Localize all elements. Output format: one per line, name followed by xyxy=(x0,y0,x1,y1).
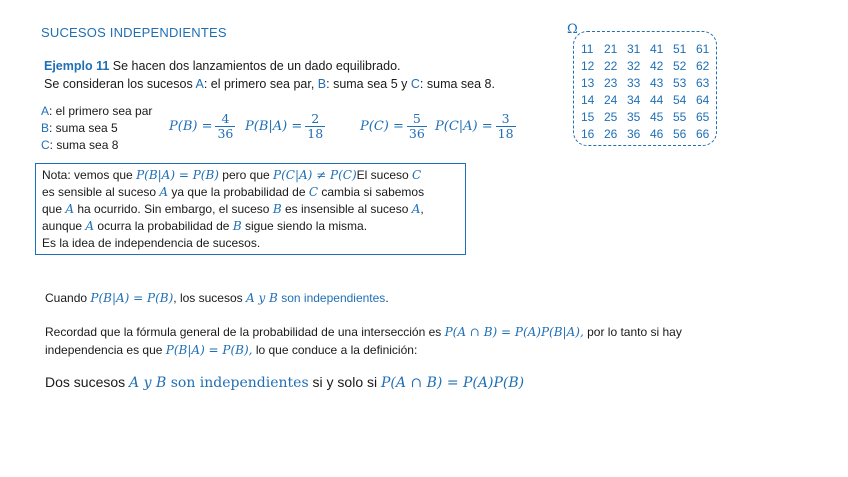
definition-c-text: : suma sea 8 xyxy=(49,138,119,152)
sample-space-cell: 11 xyxy=(581,42,594,56)
fraction-pb xyxy=(215,112,235,141)
sample-space-cell: 64 xyxy=(696,93,710,107)
note-text: ocurra la probabilidad de xyxy=(94,219,233,233)
definition-a-letter: A xyxy=(41,104,50,118)
recordad-line-2 xyxy=(45,343,417,357)
note-line-2 xyxy=(42,185,424,199)
definition-statement xyxy=(45,374,524,391)
sample-space-cell: 21 xyxy=(604,42,618,56)
omega-symbol: Ω xyxy=(567,22,578,37)
note-line-1 xyxy=(42,168,421,182)
fraction-pba-num: 2 xyxy=(311,111,320,126)
equation-pb-lhs: P(B) = xyxy=(169,119,213,134)
sample-space-cell: 45 xyxy=(650,110,664,124)
recordad-text: lo que conduce a la definición: xyxy=(252,343,418,357)
sample-space-cell: 16 xyxy=(581,127,595,141)
note-text: aunque xyxy=(42,219,86,233)
note-text: El suceso xyxy=(356,168,413,182)
note-math: A xyxy=(411,202,421,216)
note-math: P(C|A) ≠ P(C) xyxy=(273,168,357,182)
definition-b-letter: B xyxy=(41,121,50,135)
sample-space-cell: 22 xyxy=(604,59,618,73)
note-text: pero que xyxy=(218,168,274,182)
definition-a xyxy=(41,104,152,118)
fraction-pba-den: 18 xyxy=(307,126,324,141)
sample-space-cell: 36 xyxy=(627,127,641,141)
definition-text: Dos sucesos xyxy=(45,374,130,390)
sample-space-cell: 46 xyxy=(650,127,664,141)
fraction-pca-num: 3 xyxy=(501,111,510,126)
sample-space-cell: 62 xyxy=(696,59,710,73)
sample-space-cell: 25 xyxy=(604,110,618,124)
cuando-text: . xyxy=(385,291,389,305)
sample-space-cell: 41 xyxy=(650,42,664,56)
note-line-3 xyxy=(42,202,424,216)
fraction-pc-den: 36 xyxy=(408,126,425,141)
equation-pca xyxy=(435,112,519,141)
cuando-math: P(B|A) = P(B) xyxy=(90,291,174,305)
sample-space-cell: 14 xyxy=(581,93,595,107)
cuando-highlight: son independientes xyxy=(277,291,386,305)
definition-c xyxy=(41,138,118,152)
recordad-text: independencia es que xyxy=(45,343,166,357)
sample-space-cell: 12 xyxy=(581,59,595,73)
cuando-text: , los sucesos xyxy=(173,291,246,305)
note-text: Nota: vemos que xyxy=(42,168,137,182)
note-text: que xyxy=(42,202,66,216)
cuando-math: A y B xyxy=(245,291,278,305)
sample-space-cell: 23 xyxy=(604,76,618,90)
note-math: B xyxy=(272,202,282,216)
note-math: B xyxy=(232,219,242,233)
note-math: C xyxy=(412,168,422,182)
note-math: A xyxy=(159,185,169,199)
fraction-pba xyxy=(305,112,325,141)
sample-space-cell: 54 xyxy=(673,93,687,107)
recordad-line-1 xyxy=(45,325,682,339)
sample-space-cell: 24 xyxy=(604,93,618,107)
sample-space-cell: 52 xyxy=(673,59,687,73)
note-text: ya que la probabilidad de xyxy=(168,185,309,199)
fraction-pca xyxy=(496,112,516,141)
definition-a-text: : el primero sea par xyxy=(49,104,153,118)
equation-pc xyxy=(360,112,430,141)
recordad-math: P(B|A) = P(B), xyxy=(165,343,253,357)
fraction-pb-num: 4 xyxy=(221,111,230,126)
example-text-1: Se hacen dos lanzamientos de un dado equilibrado. xyxy=(109,59,401,73)
note-text: es sensible al suceso xyxy=(42,185,160,199)
example-line-2 xyxy=(44,77,495,91)
note-math: A xyxy=(85,219,95,233)
sample-space-cell: 43 xyxy=(650,76,664,90)
example-text-2a: Se consideran los sucesos xyxy=(44,77,196,91)
note-math: A xyxy=(65,202,75,216)
sample-space-cell: 53 xyxy=(673,76,687,90)
fraction-pca-den: 18 xyxy=(497,126,514,141)
sample-space-cell: 13 xyxy=(581,76,595,90)
definition-math: A y B xyxy=(129,375,167,391)
recordad-math: P(A ∩ B) = P(A)P(B|A), xyxy=(444,325,584,339)
sample-space-cell: 63 xyxy=(696,76,710,90)
example-line-1 xyxy=(44,59,401,73)
sample-space-cell: 55 xyxy=(673,110,687,124)
note-text: , xyxy=(420,202,424,216)
recordad-text: Recordad que la fórmula general de la probabilidad de una intersección es xyxy=(45,325,445,339)
sample-space-cell: 51 xyxy=(673,42,687,56)
example-text-2b: : el primero sea par, xyxy=(203,77,318,91)
note-text: sigue siendo la misma. xyxy=(241,219,368,233)
fraction-pc xyxy=(407,112,427,141)
event-c-letter: C xyxy=(410,77,420,91)
definition-highlight: son independientes xyxy=(166,375,309,391)
sample-space-cell: 26 xyxy=(604,127,618,141)
sample-space-cell: 61 xyxy=(696,42,710,56)
note-line-4 xyxy=(42,219,367,233)
note-line-5: Es la idea de independencia de sucesos. xyxy=(42,236,261,250)
sample-space-cell: 32 xyxy=(627,59,641,73)
note-text: ha ocurrido. Sin embargo, el suceso xyxy=(74,202,273,216)
page-title: SUCESOS INDEPENDIENTES xyxy=(41,25,227,40)
definition-c-letter: C xyxy=(41,138,50,152)
sample-space-cell: 66 xyxy=(696,127,710,141)
definition-text: si y solo si xyxy=(308,374,381,390)
definition-b-text: : suma sea 5 xyxy=(49,121,118,135)
sample-space-cell: 44 xyxy=(650,93,664,107)
cuando-line xyxy=(45,291,389,305)
definition-formula: P(A ∩ B) = P(A)P(B) xyxy=(381,375,525,391)
sample-space-cell: 65 xyxy=(696,110,710,124)
fraction-pb-den: 36 xyxy=(217,126,234,141)
note-math: C xyxy=(308,185,319,199)
sample-space-cell: 42 xyxy=(650,59,664,73)
event-a-letter: A xyxy=(195,77,204,91)
equation-pca-lhs: P(C|A) = xyxy=(435,119,493,134)
equation-pb xyxy=(169,112,238,141)
definition-b xyxy=(41,121,118,135)
example-text-2d: : suma sea 8. xyxy=(419,77,495,91)
equation-pc-lhs: P(C) = xyxy=(360,119,404,134)
note-math: P(B|A) = P(B) xyxy=(136,168,219,182)
sample-space-cell: 33 xyxy=(627,76,641,90)
fraction-pc-num: 5 xyxy=(412,111,421,126)
sample-space-cell: 31 xyxy=(627,42,641,56)
example-label: Ejemplo 11 xyxy=(44,59,110,73)
note-text: cambia si sabemos xyxy=(318,185,425,199)
sample-space-grid xyxy=(581,42,719,144)
cuando-text: Cuando xyxy=(45,291,91,305)
equation-pba-lhs: P(B|A) = xyxy=(245,119,303,134)
sample-space-cell: 35 xyxy=(627,110,641,124)
sample-space-cell: 34 xyxy=(627,93,641,107)
example-text-2c: : suma sea 5 y xyxy=(326,77,411,91)
event-b-letter: B xyxy=(317,77,327,91)
recordad-text: por lo tanto si hay xyxy=(583,325,682,339)
sample-space-cell: 56 xyxy=(673,127,687,141)
sample-space-cell: 15 xyxy=(581,110,595,124)
equation-pba xyxy=(245,112,328,141)
note-text: es insensible al suceso xyxy=(281,202,412,216)
